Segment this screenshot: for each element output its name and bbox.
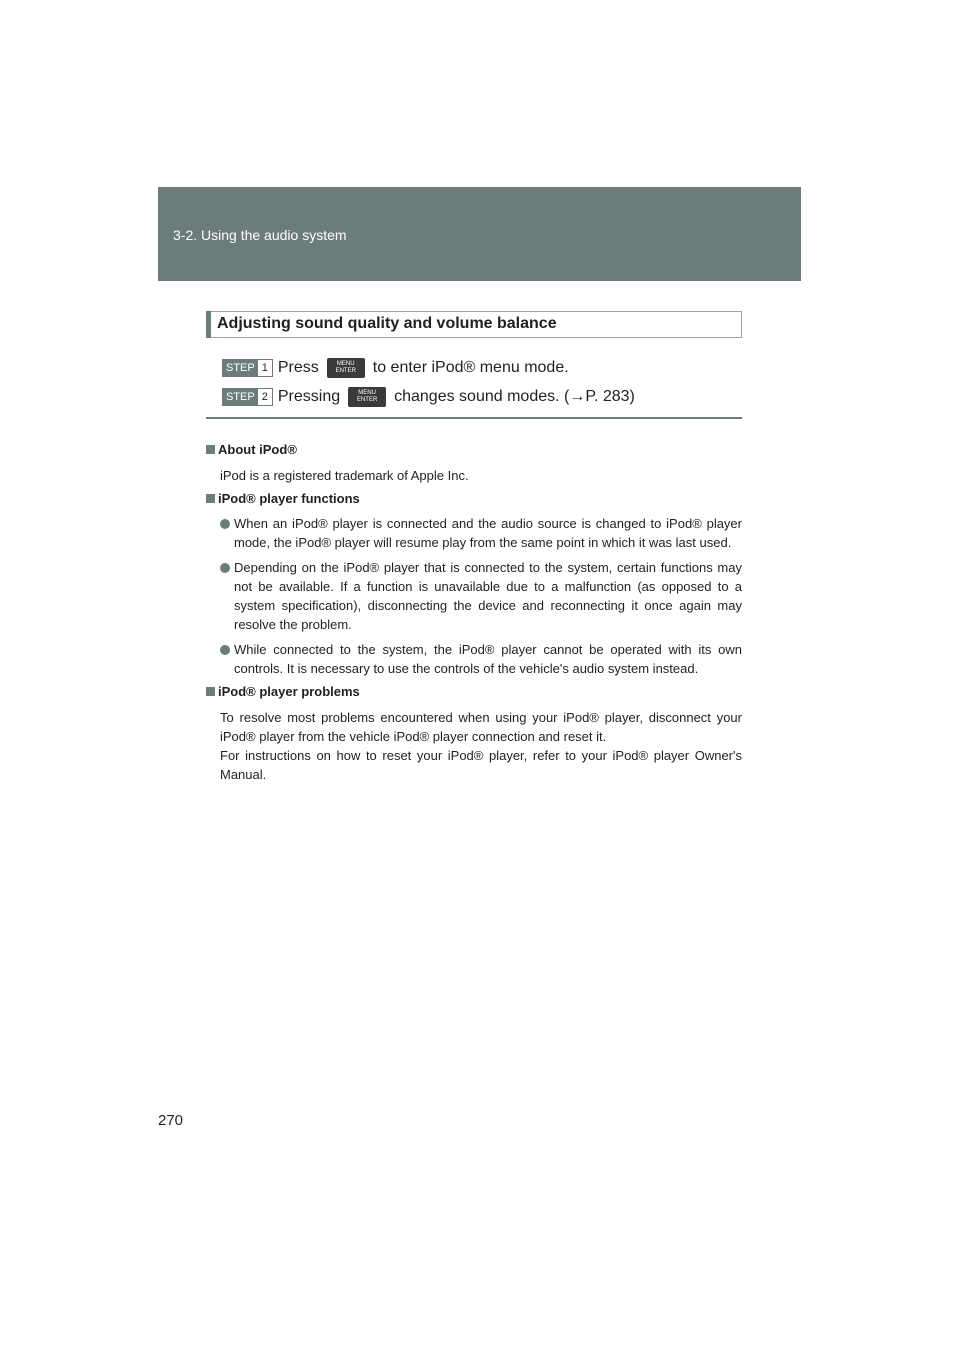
step-text-before: Pressing [277,388,341,405]
section-breadcrumb: 3-2. Using the audio system [173,227,347,243]
square-bullet-icon [206,687,215,696]
notes-block [206,436,742,784]
menu-enter-button-icon: MENU ENTER [348,387,386,407]
menu-enter-button-icon: MENU ENTER [327,358,365,378]
procedure-block [206,311,742,405]
note-bullet: When an iPod® player is connected and the audio source is changed to iPod® player mode, the iPod® player will resume play from the same point in which it was last used. [206,514,742,552]
note-bullet: Depending on the iPod® player that is connected to the system, certain functions may not be available. If a function is unavailable due to a malfunction (as opposed to a system specification), disconnecting the device and reconnecting it once again may resolve the problem. [206,558,742,634]
note-heading-problems: iPod® player problems [206,682,742,701]
step-text-before: Press [277,359,319,376]
note-heading-functions: iPod® player functions [206,489,742,508]
note-problems-text: To resolve most problems encountered when using your iPod® player, disconnect your iPod® player from the vehicle iPod® player connection and reset it. For instructions on how to reset your iPod® player, refer to your iPod® player Owner's Manual. [220,710,742,782]
section-title-box [206,311,742,338]
step-badge: STEP 2 [222,388,273,406]
page-number: 270 [158,1112,184,1129]
note-about-text: iPod is a registered trademark of Apple Inc. [220,468,469,483]
step-2 [222,386,635,408]
square-bullet-icon [206,494,215,503]
step-badge: STEP 1 [222,359,273,377]
note-heading-about: About iPod® [206,440,742,459]
step-text-after: to enter iPod® menu mode. [372,359,569,376]
step-text-after: changes sound modes. (→P. 283) [394,388,635,405]
circle-bullet-icon [220,519,230,529]
square-bullet-icon [206,445,215,454]
section-title: Adjusting sound quality and volume balance [217,315,557,332]
circle-bullet-icon [220,645,230,655]
note-bullet: While connected to the system, the iPod® player cannot be operated with its own controls. It is necessary to use the controls of the vehicle's audio system instead. [206,640,742,678]
section-header-bar [158,187,801,281]
circle-bullet-icon [220,563,230,573]
section-divider [206,417,742,419]
step-1 [222,357,569,379]
